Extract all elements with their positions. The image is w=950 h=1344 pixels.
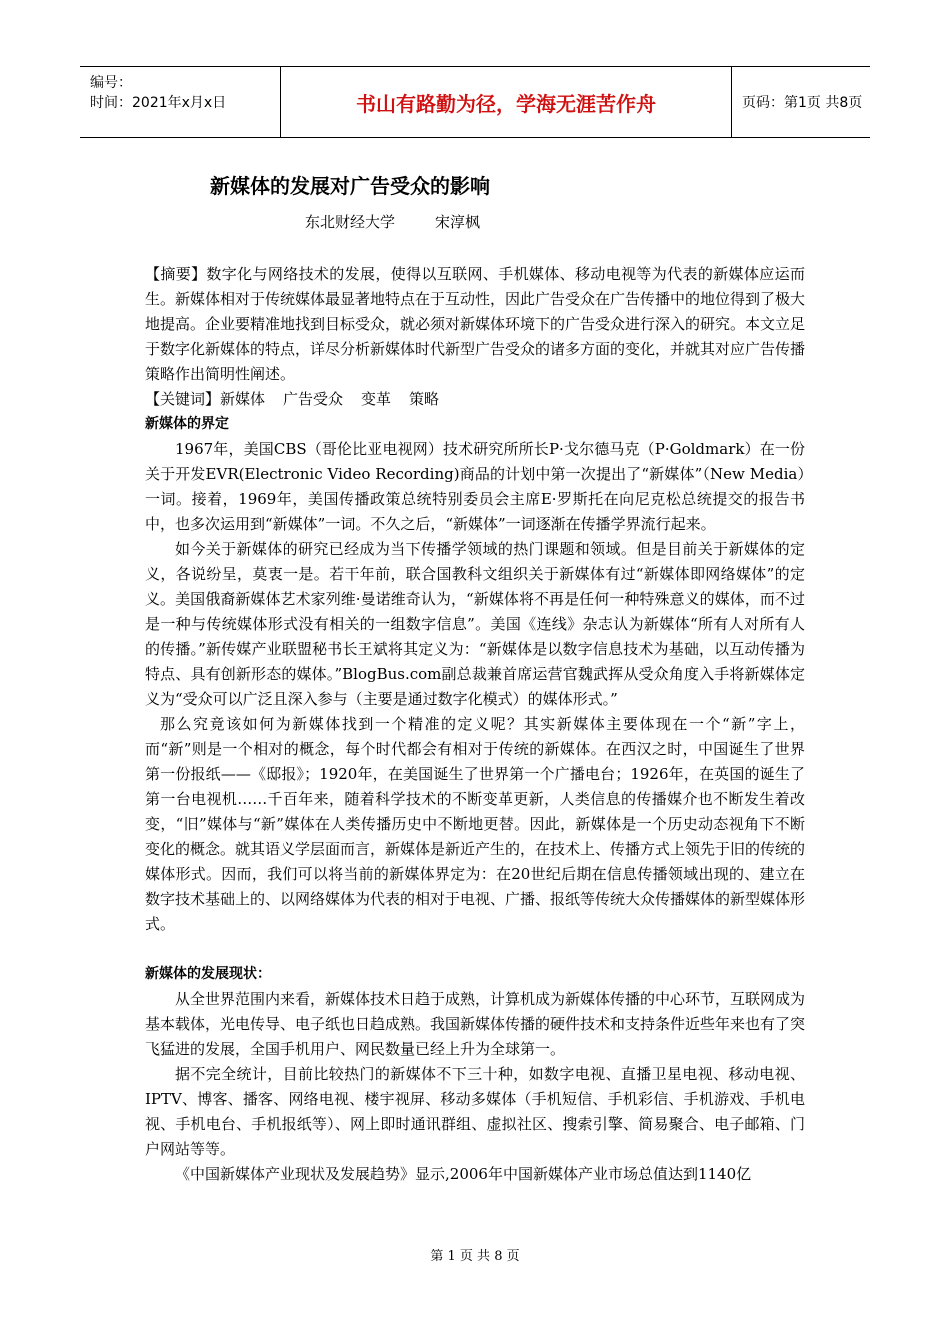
page-header [80,66,870,138]
document-number: 编号： [90,75,132,91]
keywords [145,387,805,412]
paragraph: 《中国新媒体产业现状及发展趋势》显示,2006年中国新媒体产业市场总值达到1140亿 [175,1165,752,1183]
keyword: 广告受众 [283,390,344,408]
article-body [145,262,805,1187]
paragraph: 1967年，美国CBS（哥伦比亚电视网）技术研究所所长P·戈尔德马克（P·Goldmark）在一份关于开发EVR(Electronic Video Recording)商品的计划中第一次提出了“新媒体”（New Media）一词。接着，1969年，美国传播政策总统特别委员会主席E·罗斯托在向尼克松总统提交的报告书中，也多次运用到“新媒体”一词。不久之后，“新媒体”一词逐渐在传播学界流行起来。 [145,440,805,533]
header-meta [90,73,226,113]
document-date: 时间：2021年x月x日 [90,95,227,111]
paragraph: 如今关于新媒体的研究已经成为当下传播学领域的热门课题和领域。但是目前关于新媒体的定义，各说纷呈，莫衷一是。若干年前，联合国教科文组织关于新媒体有过“新媒体即网络媒体”的定义。美国俄裔新媒体艺术家列维·曼诺维奇认为，“新媒体将不再是任何一种特殊意义的媒体，而不过是一种与传统媒体形式没有相关的一组数字信息”。美国《连线》杂志认为新媒体“所有人对所有人的传播。”新传媒产业联盟秘书长王斌将其定义为：“新媒体是以数字信息技术为基础，以互动传播为特点、具有创新形态的媒体。”BlogBus.com副总裁兼首席运营官魏武挥从受众角度入手将新媒体定义为“受众可以广泛且深入参与（主要是通过数字化模式）的媒体形式。” [145,540,805,708]
byline [305,211,520,232]
header-motto: 书山有路勤为径，学海无涯苦作舟 [280,67,732,137]
paragraph: 从全世界范围内来看，新媒体技术日趋于成熟，计算机成为新媒体传播的中心环节，互联网成为基本载体，光电传导、电子纸也日趋成熟。我国新媒体传播的硬件技术和支持条件近些年来也有了突飞猛进的发展，全国手机用户、网民数量已经上升为全球第一。 [145,990,806,1058]
paragraph: 据不完全统计，目前比较热门的新媒体不下三十种，如数字电视、直播卫星电视、移动电视、IPTV、博客、播客、网络电视、楼宇视屏、移动多媒体（手机短信、手机彩信、手机游戏、手机电视、手机电台、手机报纸等）、网上即时通讯群组、虚拟社区、搜索引擎、简易聚合、电子邮箱、门户网站等等。 [145,1065,805,1158]
paragraph: 那么究竟该如何为新媒体找到一个精准的定义呢？其实新媒体主要体现在一个“新”字上，而“新”则是一个相对的概念，每个时代都会有相对于传统的新媒体。在西汉之时，中国诞生了世界第一份报纸——《邸报》；1920年，在美国诞生了世界第一个广播电台；1926年，在英国的诞生了第一台电视机……千百年来，随着科学技术的不断变革更新，人类信息的传播媒介也不断发生着改变，“旧”媒体与“新”媒体在人类传播历史中不断地更替。因此，新媒体是一个历史动态视角下不断变化的概念。就其语义学层面而言，新媒体是新近产生的，在技术上、传播方式上领先于旧的传统的媒体形式。因而，我们可以将当前的新媒体界定为：在20世纪后期在信息传播领域出现的、建立在数字技术基础上的、以网络媒体为代表的相对于电视、广播、报纸等传统大众传播媒体的新型媒体形式。 [145,715,806,933]
article-title: 新媒体的发展对广告受众的影响 [210,174,490,198]
header-page-info: 页码：第1页 共8页 [742,95,863,111]
author-name: 宋淳枫 [435,213,481,231]
keyword: 策略 [409,390,440,408]
abstract: 【摘要】数字化与网络技术的发展，使得以互联网、手机媒体、移动电视等为代表的新媒体应运而生。新媒体相对于传统媒体最显著地特点在于互动性，因此广告受众在广告传播中的地位得到了极大地提高。企业要精准地找到目标受众，就必须对新媒体环境下的广告受众进行深入的研究。本文立足于数字化新媒体的特点，详尽分析新媒体时代新型广告受众的诸多方面的变化，并就其对应广告传播策略作出简明性阐述。 [145,265,806,383]
keyword: 变革 [361,390,392,408]
keywords-label: 【关键词】新媒体 [145,390,266,408]
page-footer: 第 1 页 共 8 页 [430,1249,520,1264]
section-heading: 新媒体的发展现状： [145,966,271,982]
section-heading: 新媒体的界定 [145,416,229,432]
author-affiliation: 东北财经大学 [305,213,396,231]
